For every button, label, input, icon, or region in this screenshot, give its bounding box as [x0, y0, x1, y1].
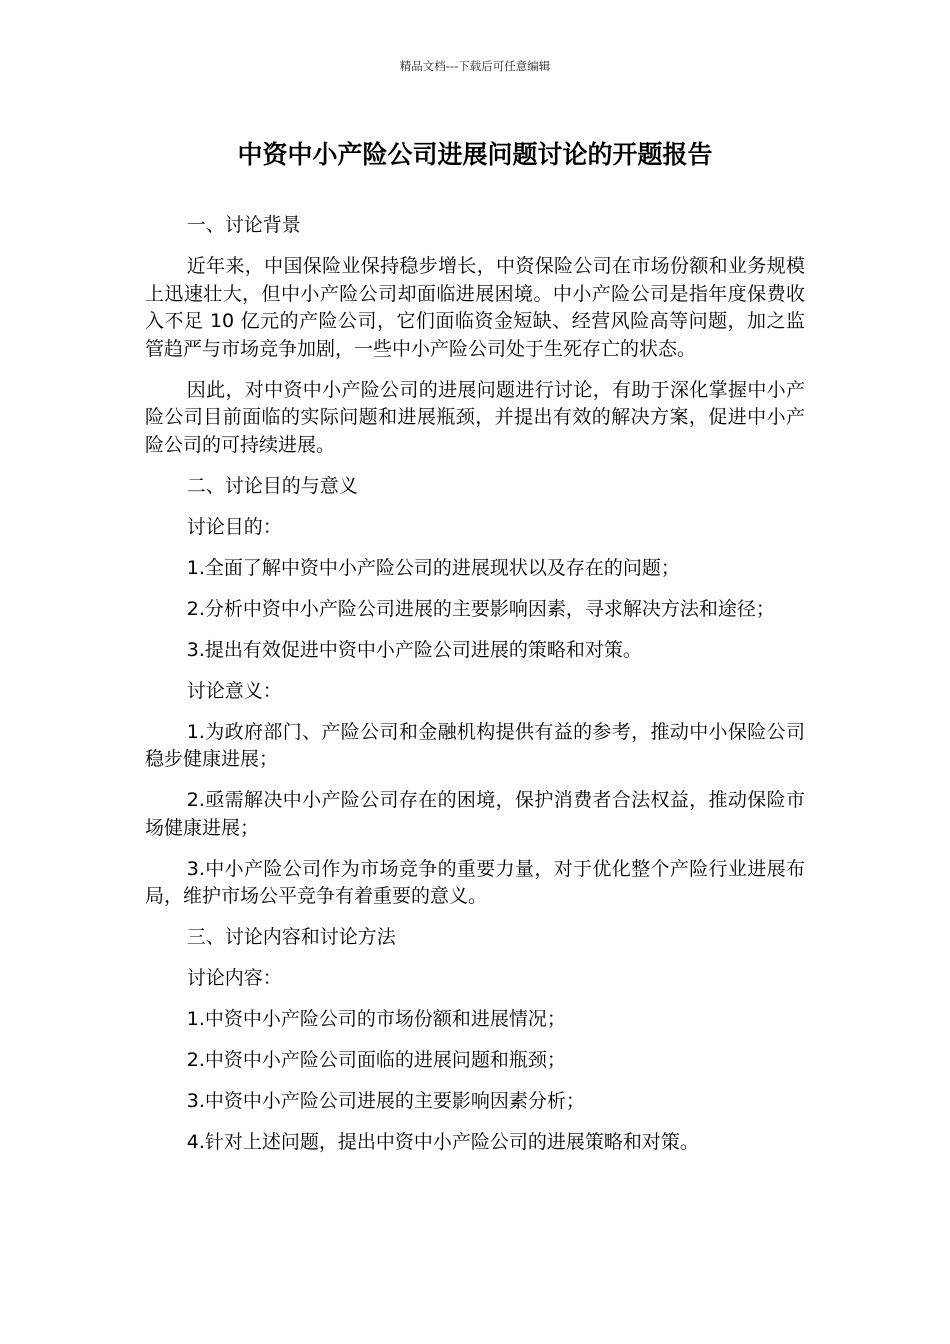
- section-heading-background: 一、讨论背景: [186, 214, 301, 236]
- document-body: [145, 212, 805, 1170]
- subheading-purpose: 讨论目的：: [186, 515, 282, 538]
- list-item-significance-2: 2.亟需解决中小产险公司存在的困境，保护消费者合法权益，推动保险市场健康进展；: [145, 789, 805, 839]
- list-item-content-1: 1.中资中小产险公司的市场份额和进展情况；: [186, 1008, 566, 1030]
- list-item-purpose-1: 1.全面了解中资中小产险公司的进展现状以及存在的问题；: [186, 556, 680, 579]
- section-heading-content-method: 三、讨论内容和讨论方法: [186, 926, 396, 948]
- document-title: 中资中小产险公司进展问题讨论的开题报告: [237, 140, 713, 169]
- list-item-significance-3: 3.中小产险公司作为市场竞争的重要力量，对于优化整个产险行业进展布局，维护市场公平竞争有着重要的意义。: [145, 857, 805, 907]
- list-item-content-2: 2.中资中小产险公司面临的进展问题和瓶颈；: [186, 1049, 566, 1071]
- subheading-content: 讨论内容：: [186, 967, 282, 989]
- subheading-significance: 讨论意义：: [186, 679, 282, 702]
- list-item-purpose-2: 2.分析中资中小产险公司进展的主要影响因素，寻求解决方法和途径；: [186, 597, 775, 620]
- header-note: 精品文档---下载后可任意编辑: [399, 59, 551, 73]
- section-heading-purpose: 二、讨论目的与意义: [186, 474, 358, 497]
- list-item-content-3: 3.中资中小产险公司进展的主要影响因素分析；: [186, 1090, 585, 1112]
- paragraph-background-1: 近年来，中国保险业保持稳步增长，中资保险公司在市场份额和业务规模上迅速壮大，但中小产险公司却面临进展困境。中小产险公司是指年度保费收入不足 10 亿元的产险公司，它们面临资金短缺、经营风险高等问题，加之监管趋严与市场竞争加剧，一些中小产险公司处于生死存亡的状态。: [145, 255, 805, 360]
- paragraph-background-2: 因此，对中资中小产险公司的进展问题进行讨论，有助于深化掌握中小产险公司目前面临的实际问题和进展瓶颈，并提出有效的解决方案，促进中小产险公司的可持续进展。: [145, 378, 805, 456]
- list-item-content-4: 4.针对上述问题，提出中资中小产险公司的进展策略和对策。: [186, 1131, 699, 1153]
- list-item-purpose-3: 3.提出有效促进中资中小产险公司进展的策略和对策。: [186, 638, 642, 661]
- list-item-significance-1: 1.为政府部门、产险公司和金融机构提供有益的参考，推动中小保险公司稳步健康进展；: [145, 720, 805, 770]
